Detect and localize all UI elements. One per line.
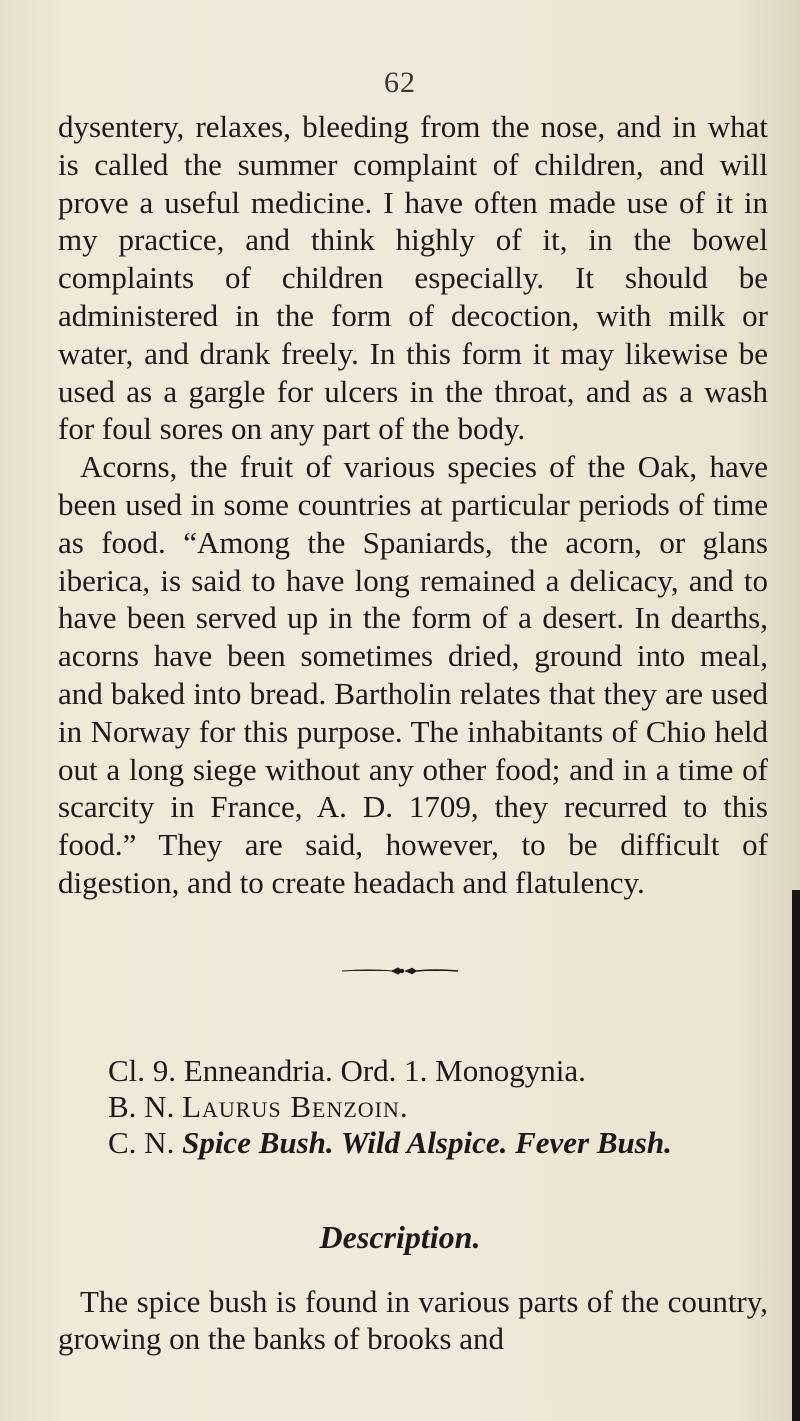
botanical-classification bbox=[108, 1053, 788, 1161]
paragraph-spice-bush: The spice bush is found in various parts of the country, growing on the banks of brooks and bbox=[58, 1284, 768, 1356]
paragraph-dysentery: dysentery, relaxes, bleeding from the nose, and in what is called the summer complaint of children, and will prove a useful medicine. I have often made use of it in my practice, and think highly of it, in the bowel complaints of children especially. It should be administered in the form of decoction, with milk or water, and drank freely. In this form it may likewise be used as a gargle for ulcers in the throat, and as a wash for foul sores on any part of the body. bbox=[58, 109, 768, 447]
page-number: 62 bbox=[384, 66, 416, 99]
botanical-name-prefix: B. N. bbox=[108, 1089, 175, 1124]
description-text bbox=[58, 1283, 768, 1357]
common-names: Spice Bush. Wild Alspice. Fever Bush. bbox=[182, 1125, 672, 1160]
section-heading-description: Description. bbox=[319, 1219, 481, 1255]
paragraph-acorns: Acorns, the fruit of various species of the Oak, have been used in some countries at particular periods of time as food. “Among the Spaniards, the acorn, or glans iberica, is said to have long remained a delicacy, and to have been served up in the form of a desert. In dearths, acorns have been sometimes dried, ground into meal, and baked into bread. Bartholin relates that they are used in Norway for this purpose. The inhabitants of Chio held out a long siege without any other food; and in a time of scarcity in France, A. D. 1709, they recurred to this food.” They are said, however, to be difficult of digestion, and to create headach and flatulency. bbox=[58, 449, 768, 900]
class-order-line: Cl. 9. Enneandria. Ord. 1. Monogynia. bbox=[108, 1053, 586, 1088]
body-text bbox=[58, 108, 768, 902]
botanical-name-line bbox=[108, 1089, 788, 1125]
page-edge-shadow bbox=[792, 890, 800, 1421]
common-name-line bbox=[108, 1125, 788, 1161]
botanical-name: Laurus Benzoin. bbox=[182, 1089, 409, 1124]
ornamental-separator bbox=[340, 967, 460, 975]
common-name-prefix: C. N. bbox=[108, 1125, 175, 1160]
